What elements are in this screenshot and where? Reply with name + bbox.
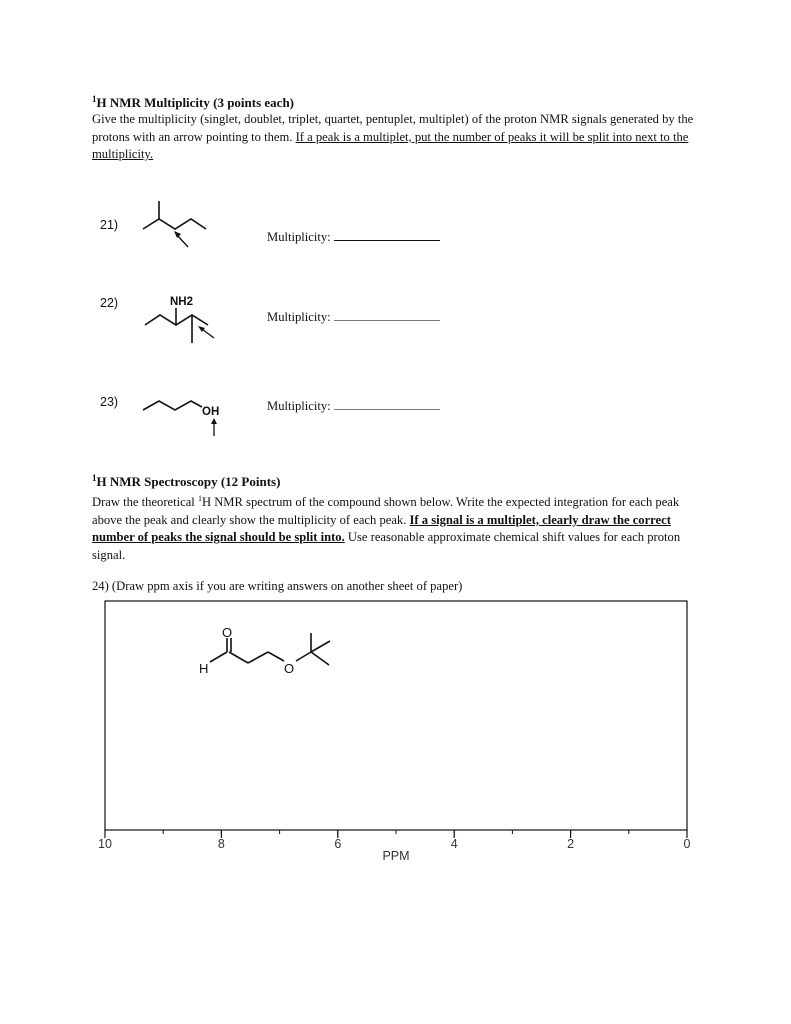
tick-label: 2 — [567, 837, 575, 851]
spectrum-frame[interactable] — [105, 601, 687, 830]
section1-title: $^1$H NMR Multiplicity (3 points each) — [92, 94, 295, 110]
multiplicity-23: Multiplicity: — [267, 398, 440, 414]
section1-instructions: Give the multiplicity (singlet, doublet, triplet, quartet, pentuplet, multiplet) of the proton NMR signals generated by the protons with an arrow pointing to them. If a peak is a multiplet, put the number of peaks it will be split into next to the multiplicity. — [92, 112, 694, 162]
carbonyl-oxygen-label: O — [222, 625, 233, 640]
tick-label: 4 — [450, 837, 458, 851]
tick-label: 6 — [334, 837, 342, 851]
ether-oxygen-label: O — [284, 661, 295, 676]
nh2-label: NH2 — [170, 296, 194, 308]
multiplicity-22: Multiplicity: — [267, 309, 440, 325]
oh-label: OH — [202, 406, 220, 418]
section2-instructions: Draw the theoretical $^1$H NMR spectrum of the compound shown below. Write the expected integration for each peak above the peak and clearly show the multiplicity of each peak. If a signal is a multiplet, clearly draw the correct number of peaks the signal should be split into. Use reasonable approximate chemical shift values for each proton signal. — [92, 494, 681, 562]
section2-title: $^1$H NMR Spectroscopy (12 Points) — [92, 473, 281, 489]
multiplicity-21: Multiplicity: — [267, 229, 440, 245]
question-23-number: 23) — [100, 395, 119, 409]
question-24-prompt: 24) (Draw ppm axis if you are writing answers on another sheet of paper) — [92, 579, 463, 593]
tick-label: 8 — [217, 837, 225, 851]
tick-label: 10 — [98, 837, 112, 851]
question-22-number: 22) — [100, 296, 119, 310]
aldehyde-h-label: H — [199, 661, 209, 676]
tick-label: 0 — [683, 837, 691, 851]
ppm-axis-label: PPM — [382, 849, 410, 863]
question-21-number: 21) — [100, 218, 119, 232]
ppm-axis — [98, 830, 690, 851]
